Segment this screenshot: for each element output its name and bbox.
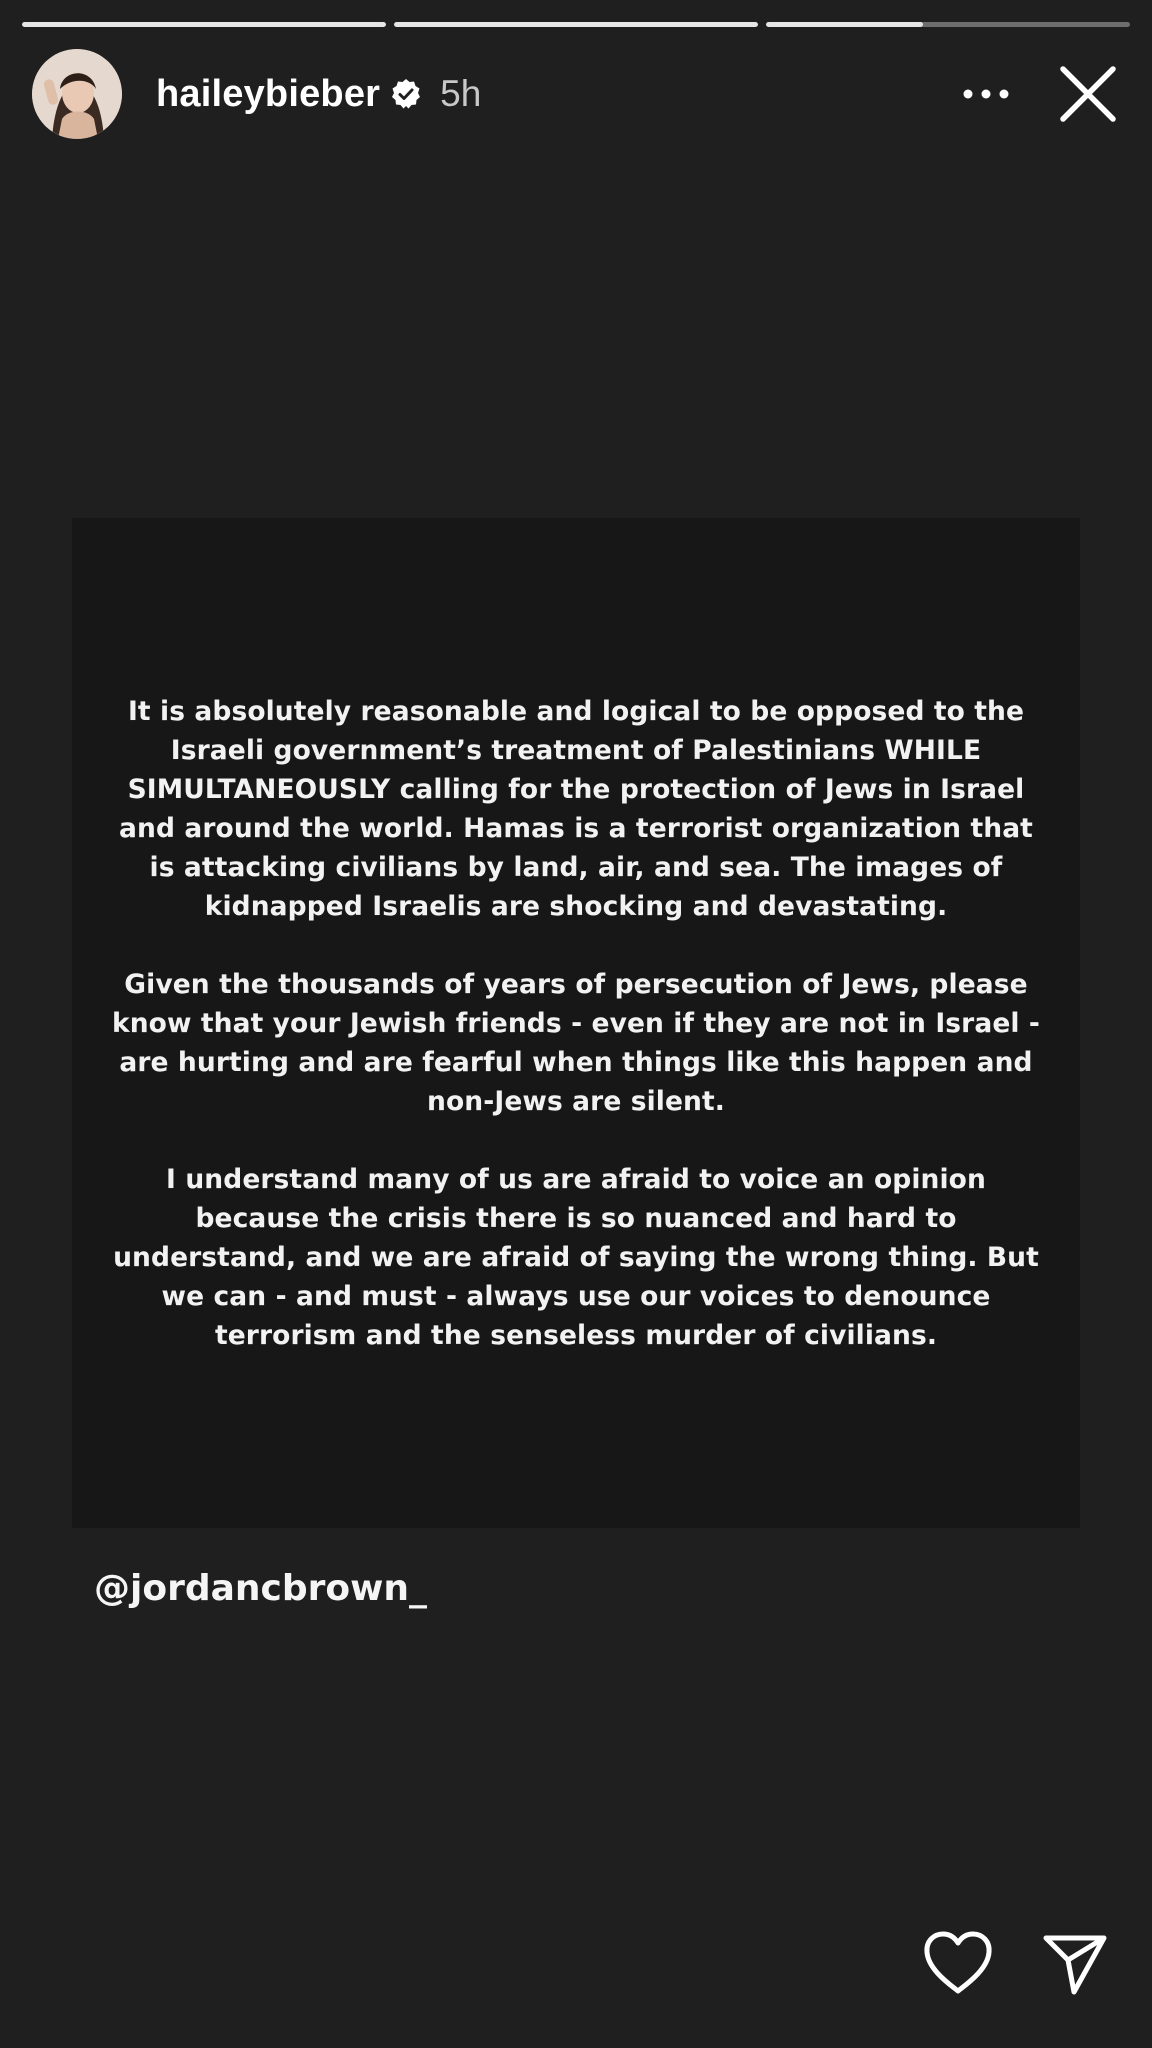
more-horizontal-icon [962, 88, 1010, 100]
story-paragraph-2: Given the thousands of years of persecution of Jews, please know that your Jewish friends - even if they are not in Israel - are hurting and are fearful when things like this happen and non-Jews are silent. [111, 968, 1041, 1117]
close-icon [1059, 65, 1117, 123]
like-button[interactable] [922, 1930, 994, 1996]
progress-segment-2 [394, 22, 758, 27]
mention-sticker[interactable]: @jordancbrown_ [94, 1568, 427, 1609]
close-button[interactable] [1056, 62, 1120, 126]
story-progress-bar [22, 22, 1130, 27]
more-options-button[interactable] [956, 64, 1016, 124]
avatar[interactable] [32, 49, 122, 139]
username[interactable]: haileybieber [156, 72, 381, 115]
story-text-card [72, 518, 1080, 1528]
progress-segment-1 [22, 22, 386, 27]
story-header [32, 48, 1120, 140]
progress-segment-3 [766, 22, 1130, 27]
time-ago: 5h [440, 73, 482, 114]
story-paragraph-1: It is absolutely reasonable and logical to be opposed to the Israeli government’s treatment of Palestinians WHILE SIMULTANEOUSLY calling for the protection of Jews in Israel and around the world. Hamas is a terrorist organization that is attacking civilians by land, air, and sea. The images of kidnapped Israelis are shocking and devastating. [119, 695, 1033, 922]
send-icon [1040, 1930, 1110, 1996]
send-button[interactable] [1040, 1930, 1110, 1996]
heart-icon [922, 1930, 994, 1996]
verified-badge-icon [390, 78, 422, 110]
story-paragraph-3: I understand many of us are afraid to voice an opinion because the crisis there is so nuanced and hard to understand, and we are afraid of saying the wrong thing. But we can - and must - always use our voices to denounce terrorism and the senseless murder of civilians. [113, 1163, 1039, 1351]
